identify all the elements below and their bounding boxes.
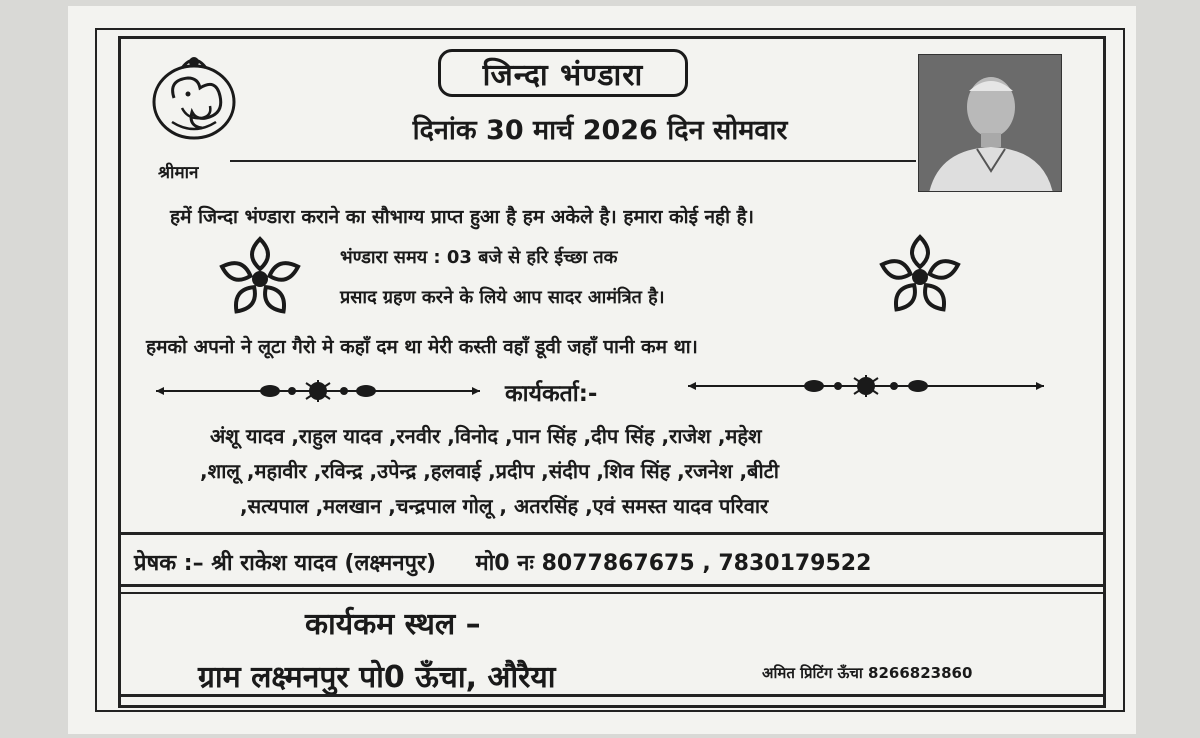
section-divider (118, 592, 1106, 594)
name-blank-line (230, 160, 916, 162)
quote-text: हमको अपनो ने लूटा गैरो मे कहाँ दम था मेरी कस्ती वहाँ डूवी जहाँ पानी कम था। (146, 336, 698, 358)
workers-line-3: ,सत्यपाल ,मलखान ,चन्द्रपाल गोलू , अतरसिंह ,एवं समस्त यादव परिवार (240, 494, 769, 518)
flower-ornament-icon (212, 234, 308, 324)
portrait-figure-icon (919, 55, 1062, 192)
bottom-border (118, 694, 1106, 697)
portrait-photo (918, 54, 1062, 192)
ganesha-logo-icon (152, 48, 236, 144)
bhandara-time: भंण्डारा समय : 03 बजे से हरि ईच्छा तक (340, 247, 618, 268)
venue-heading: कार्यकम स्थल – (305, 607, 481, 642)
workers-line-1: अंशू यादव ,राहुल यादव ,रनवीर ,विनोद ,पान सिंह ,दीप सिंह ,राजेश ,महेश (210, 424, 762, 448)
workers-heading: कार्यकर्ता:- (505, 381, 598, 407)
intro-text: हमें जिन्दा भंण्डारा कराने का सौभाग्य प्राप्त हुआ है हम अकेले है। हमारा कोई नही है। (170, 206, 754, 228)
venue-address: ग्राम लक्ष्मनपुर पो0 ऊँचा, औरैया (198, 660, 556, 695)
sender-mobile: मो0 नः 8077867675 , 7830179522 (475, 551, 872, 576)
card-title: जिन्दा भंण्डारा (438, 49, 688, 97)
section-divider (118, 532, 1106, 535)
printer-credit: अमित प्रिटिंग ऊँचा 8266823860 (762, 664, 973, 682)
ornamental-divider-icon (152, 380, 484, 402)
flower-ornament-icon (872, 232, 968, 322)
section-divider (118, 584, 1106, 587)
workers-line-2: ,शालू ,महावीर ,रविन्द्र ,उपेन्द्र ,हलवाई ,प्रदीप ,संदीप ,शिव सिंह ,रजनेश ,बीटी (200, 459, 779, 483)
date-line: दिनांक 30 मार्च 2026 दिन सोमवार (412, 115, 788, 146)
sender-line (134, 547, 871, 577)
sender-name: प्रेषक :– श्री राकेश यादव (लक्ष्मनपुर) (134, 551, 437, 576)
invitation-text: प्रसाद ग्रहण करने के लिये आप सादर आमंत्रित है। (340, 287, 665, 308)
ornamental-divider-icon (684, 375, 1048, 397)
salutation-label: श्रीमान (158, 163, 199, 183)
